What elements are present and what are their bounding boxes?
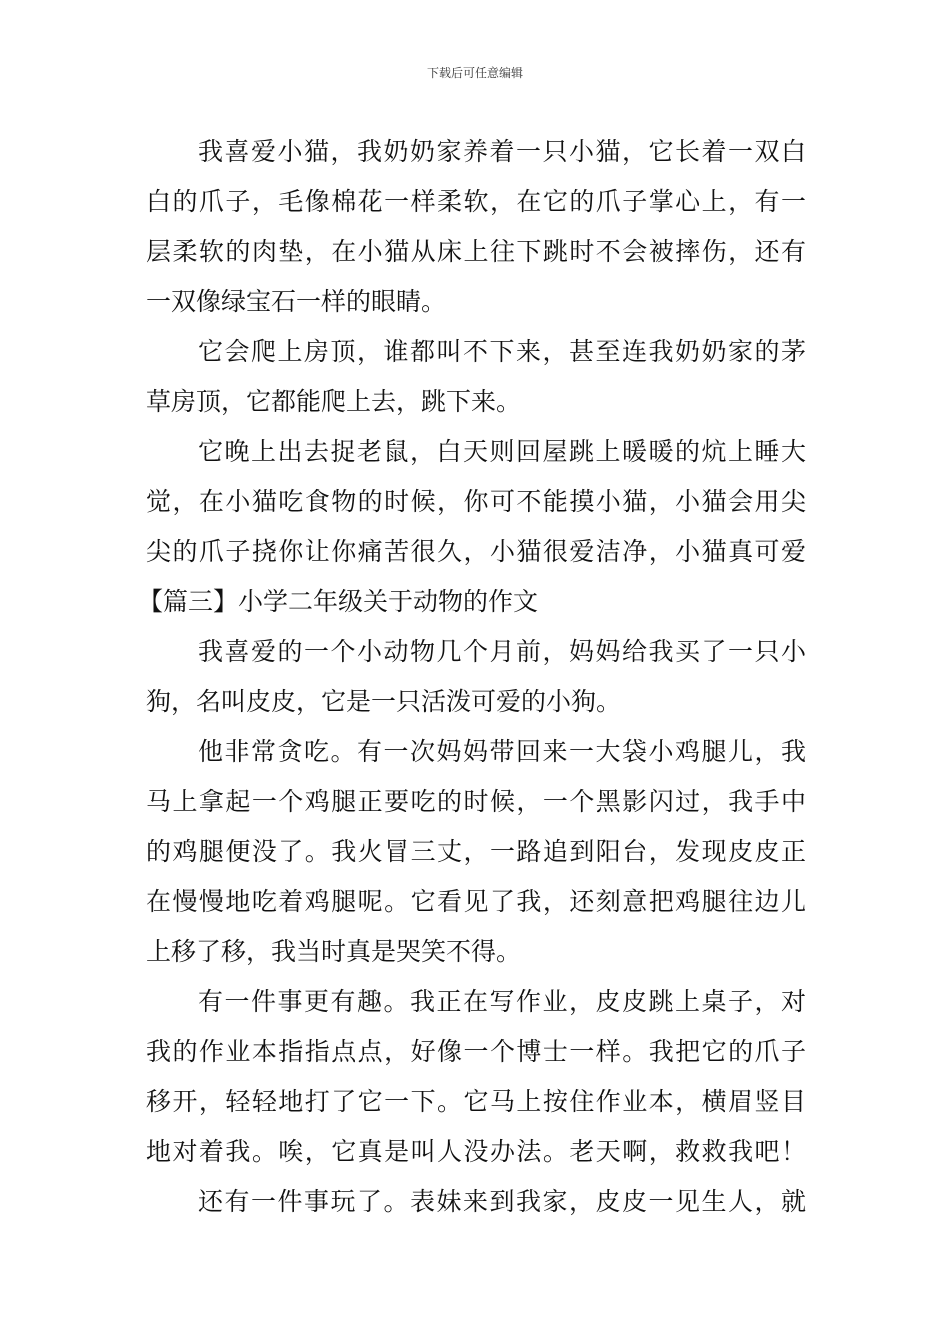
text-line: 它会爬上房顶，谁都叫不下来，甚至连我奶奶家的茅	[198, 337, 806, 366]
text-line: 我的作业本指指点点，好像一个博士一样。我把它的爪子	[146, 1037, 806, 1066]
document-body	[138, 127, 806, 1227]
paragraph	[146, 327, 806, 427]
text-line: 白的爪子，毛像棉花一样柔软，在它的爪子掌心上，有一	[146, 187, 806, 216]
text-line: 有一件事更有趣。我正在写作业，皮皮跳上桌子，对	[198, 987, 806, 1016]
text-line: 它晚上出去捉老鼠，白天则回屋跳上暖暖的炕上睡大	[198, 437, 806, 466]
text-line: 马上拿起一个鸡腿正要吃的时候，一个黑影闪过，我手中	[146, 787, 806, 816]
text-line: 层柔软的肉垫，在小猫从床上往下跳时不会被摔伤，还有	[146, 237, 806, 266]
text-line: 我喜爱的一个小动物几个月前，妈妈给我买了一只小	[198, 637, 806, 666]
paragraph	[146, 627, 806, 727]
text-line: 地对着我。唉，它真是叫人没办法。老天啊，救救我吧！	[146, 1137, 806, 1166]
paragraph	[146, 127, 806, 327]
text-line: 还有一件事玩了。表妹来到我家，皮皮一见生人，就	[198, 1187, 806, 1216]
paragraph	[146, 427, 806, 577]
text-line: 的鸡腿便没了。我火冒三丈，一路追到阳台，发现皮皮正	[146, 837, 806, 866]
paragraph	[146, 1177, 806, 1227]
section-heading	[138, 577, 806, 627]
text-line: 尖的爪子挠你让你痛苦很久，小猫很爱洁净，小猫真可爱	[146, 537, 806, 566]
paragraph	[146, 727, 806, 977]
text-line: 移开，轻轻地打了它一下。它马上按住作业本，横眉竖目	[146, 1087, 806, 1116]
text-line: 狗，名叫皮皮，它是一只活泼可爱的小狗。	[146, 687, 622, 716]
text-line: 我喜爱小猫，我奶奶家养着一只小猫，它长着一双白	[198, 137, 806, 166]
text-line: 一双像绿宝石一样的眼睛。	[146, 287, 447, 316]
text-line: 在慢慢地吃着鸡腿呢。它看见了我，还刻意把鸡腿往边儿	[146, 887, 806, 916]
page-header: 下载后可任意编辑	[426, 66, 523, 80]
text-line: 草房顶，它都能爬上去，跳下来。	[146, 387, 522, 416]
paragraph	[146, 977, 806, 1177]
text-line: 觉，在小猫吃食物的时候，你可不能摸小猫，小猫会用尖	[146, 487, 806, 516]
heading-line: 【篇三】小学二年级关于动物的作文	[138, 587, 539, 616]
text-line: 上移了移，我当时真是哭笑不得。	[146, 937, 522, 966]
text-line: 他非常贪吃。有一次妈妈带回来一大袋小鸡腿儿，我	[198, 737, 806, 766]
